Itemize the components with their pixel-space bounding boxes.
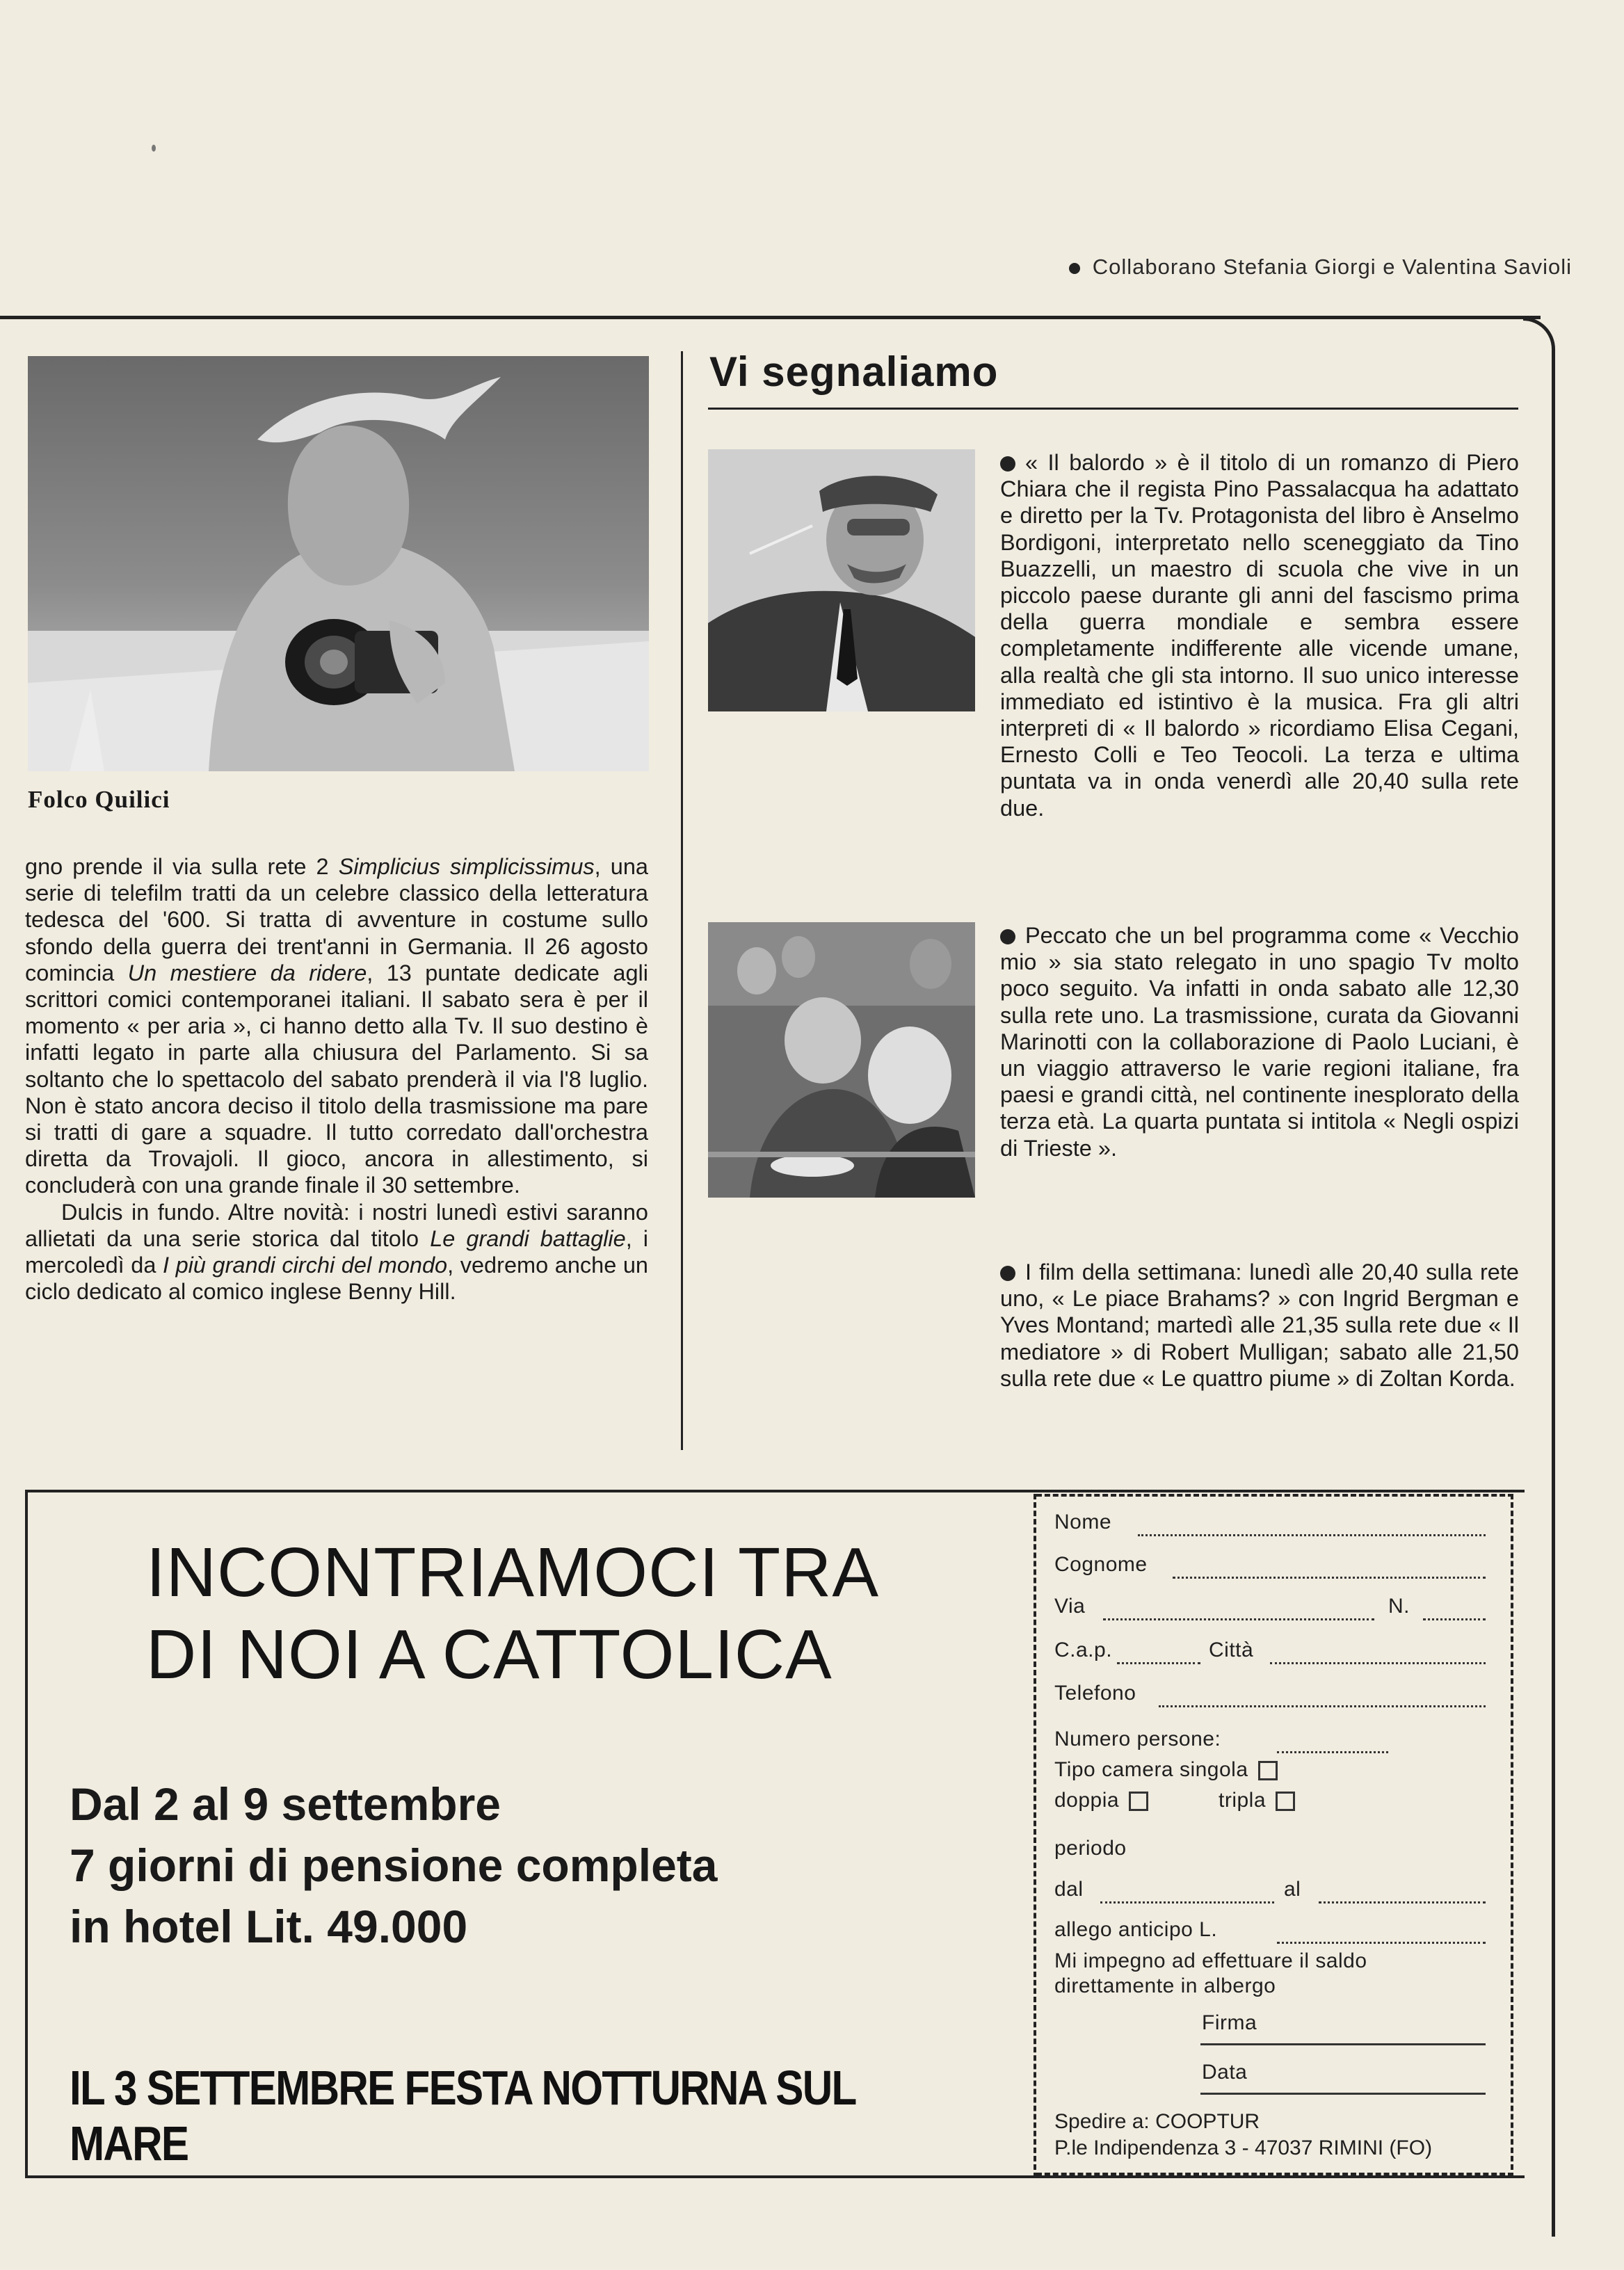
ad-offer-line1: Dal 2 al 9 settembre [70, 1778, 501, 1830]
label-periodo: periodo [1054, 1837, 1127, 1860]
italic-title: Un mestiere da ridere [127, 960, 367, 985]
label-tripla: tripla [1219, 1789, 1267, 1812]
input-cognome[interactable] [1173, 1577, 1486, 1579]
ad-headline [146, 1531, 981, 1696]
signature-line[interactable] [1200, 2043, 1486, 2045]
item-vecchio-mio [1000, 922, 1519, 1161]
bullet-icon [1069, 263, 1080, 274]
ad-offer-line3: in hotel Lit. 49.000 [70, 1901, 468, 1952]
checkbox-tripla[interactable] [1276, 1792, 1295, 1811]
section-underline [708, 408, 1518, 410]
input-telefono[interactable] [1159, 1705, 1486, 1707]
section-title: Vi segnaliamo [709, 348, 999, 395]
bullet-icon [1000, 456, 1015, 472]
item-film-settimana [1000, 1259, 1519, 1392]
input-nome[interactable] [1138, 1534, 1486, 1536]
coupon-cut-line [1036, 1494, 1513, 1497]
contributors-credit [967, 255, 1572, 280]
input-anticipo[interactable] [1277, 1942, 1486, 1944]
photo-tino-buazzelli [708, 449, 975, 711]
cooptur-address: P.le Indipendenza 3 - 47037 RIMINI (FO) [1054, 2136, 1433, 2159]
ad-offer [70, 1773, 974, 1957]
label-nome: Nome [1054, 1511, 1112, 1534]
label-cap: C.a.p. [1054, 1639, 1113, 1661]
booking-coupon [1034, 1494, 1513, 2178]
text-run: gno prende il via sulla rete 2 [25, 854, 339, 879]
item-text: Peccato che un bel programma come « Vecchio mio » sia stato relegato in uno spagio Tv molto poco seguito. Va infatti in onda sabato alle 12,30 sulla rete uno. La trasmissione, curata da Giovanni Marinotti con la collaborazione di Paolo Luciani, è un viaggio attraverso le varie regioni italiane, fra paesi e grandi città, nel continente inesplorato della terza età. La quarta puntata si intitola « Negli ospizi di Trieste ». [1000, 923, 1519, 1161]
label-firma: Firma [1202, 2011, 1257, 2034]
impegno-text: Mi impegno ad effettuare il saldo direttamente in albergo [1054, 1949, 1367, 1997]
input-dal[interactable] [1100, 1901, 1274, 1903]
article-paragraph [25, 1199, 648, 1305]
italic-title: I più grandi circhi del mondo [162, 1253, 448, 1278]
item-text: « Il balordo » è il titolo di un romanzo di Piero Chiara che il regista Pino Passalacqua ha adattato e diretto per la Tv. Protagonista del libro è Anselmo Bordigoni, interpretato nello sceneggiato da Tino Buazzelli, un maestro di scuola che vive in un piccolo paese durante gli anni del fascismo prima della guerra mondiale e sembra essere completamente indifferente alle vicende umane, alla realtà che gli sta intorno. Il suo unico interesse immediato ed istintivo è la musica. Fra gli altri interpreti di « Il balordo » ricordiamo Elisa Cegani, Ernesto Colli e Teo Teocoli. La terza e ultima puntata va in onda venerdì alle 20,40 sulla rete due. [1000, 450, 1519, 821]
room-type-doppia [1054, 1789, 1148, 1812]
label-via: Via [1054, 1595, 1086, 1618]
room-type-tripla [1219, 1789, 1295, 1812]
credits-text: Collaborano Stefania Giorgi e Valentina Savioli [1092, 255, 1572, 279]
column-divider [681, 351, 683, 1450]
page-frame-right [1523, 317, 1555, 2237]
photo-vecchio-mio [708, 922, 975, 1198]
spedire-label: Spedire a: COOPTUR [1054, 2110, 1260, 2133]
item-il-balordo [1000, 449, 1519, 821]
label-numero-persone: Numero persone: [1054, 1728, 1221, 1750]
text-run: , una serie di telefilm tratti da un celebre classico della letteratura tedesca del '600. Si tratta di avventure in costume sullo sfondo della guerra dei trent'anni in Germania. Il 26 agosto comincia [25, 854, 648, 985]
label-data: Data [1202, 2061, 1248, 2084]
label-citta: Città [1209, 1639, 1254, 1661]
text-run: , vedremo anche un ciclo dedicato al comico inglese Benny Hill. [25, 1253, 649, 1305]
ad-headline-line1: INCONTRIAMOCI TRA [146, 1534, 880, 1611]
label-numero: N. [1388, 1595, 1410, 1618]
ad-offer-line2: 7 giorni di pensione completa [70, 1840, 718, 1891]
date-line[interactable] [1200, 2093, 1486, 2095]
print-speck [152, 145, 156, 152]
checkbox-doppia[interactable] [1129, 1792, 1148, 1811]
mailing-address [1054, 2109, 1432, 2162]
coupon-cut-line [1034, 1494, 1036, 2178]
text-run: , i mercoledì da [25, 1225, 649, 1278]
label-telefono: Telefono [1054, 1682, 1136, 1705]
bullet-icon [1000, 1266, 1015, 1281]
coupon-cut-line [1036, 2173, 1513, 2175]
label-allego-anticipo: allego anticipo L. [1054, 1918, 1218, 1941]
ad-festa-notturna: IL 3 SETTEMBRE FESTA NOTTURNA SUL MARE [70, 2061, 855, 2171]
item-text: I film della settimana: lunedì alle 20,40 sulla rete uno, « Le piace Brahams? » con Ingrid Bergman e Yves Montand; martedì alle 21,35 sulla rete due « Il mediatore » di Robert Mulligan; sabato alle 21,50 sulla rete due « Le quattro piume » di Zoltan Korda. [1000, 1259, 1519, 1391]
label-dal: dal [1054, 1878, 1084, 1901]
coupon-cut-line [1511, 1494, 1513, 2178]
italic-title: Simplicius simplicissimus [338, 854, 595, 879]
label-tipo-camera: Tipo camera singola [1054, 1758, 1248, 1781]
input-cap[interactable] [1117, 1662, 1200, 1664]
ad-headline-line2: DI NOI A CATTOLICA [146, 1616, 833, 1693]
left-article-text [25, 853, 648, 1305]
label-al: al [1284, 1878, 1301, 1901]
label-cognome: Cognome [1054, 1553, 1148, 1576]
checkbox-singola[interactable] [1258, 1761, 1278, 1780]
input-numero[interactable] [1423, 1618, 1486, 1620]
text-run: , 13 puntate dedicate agli scrittori comici contemporanei italiani. Il sabato sera è per il momento « per aria », ci hanno detto alla Tv. Il suo destino è infatti legato in parte alla chiusura del Parlamento. Si sa soltanto che lo spettacolo del sabato prenderà il via l'8 luglio. Non è stato ancora deciso il titolo della trasmissione ma pare si tratti di gare a squadre. Il tutto corredato dall'orchestra diretta da Trovajoli. Il gioco, ancora in allestimento, si concluderà con una grande finale il 30 settembre. [25, 960, 649, 1198]
input-citta[interactable] [1270, 1662, 1486, 1664]
text-run: Dulcis in fundo. Altre novità: i nostri lunedì estivi saranno allietati da una serie storica dal titolo [25, 1199, 648, 1251]
photo-caption: Folco Quilici [28, 786, 170, 813]
bullet-icon [1000, 929, 1015, 944]
photo-folco-quilici [28, 356, 649, 771]
italic-title: Le grandi battaglie [430, 1225, 626, 1251]
room-type-single [1054, 1758, 1278, 1782]
top-rule [0, 316, 1541, 319]
label-doppia: doppia [1054, 1789, 1120, 1812]
article-paragraph [25, 853, 648, 1199]
input-via[interactable] [1103, 1618, 1374, 1620]
input-numero-persone[interactable] [1277, 1751, 1388, 1753]
input-al[interactable] [1319, 1901, 1486, 1903]
